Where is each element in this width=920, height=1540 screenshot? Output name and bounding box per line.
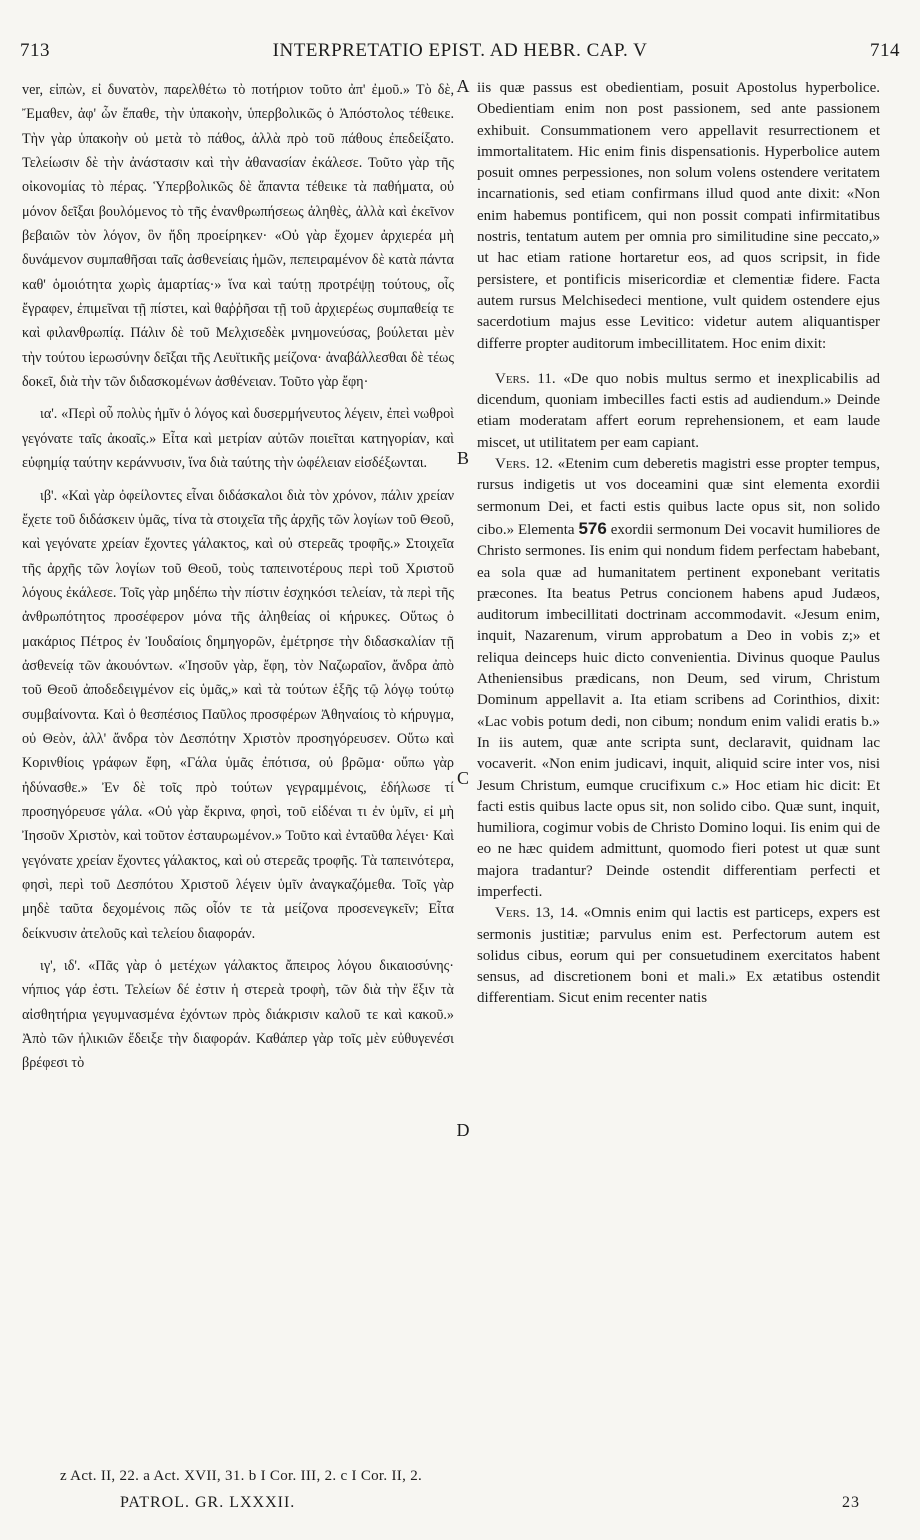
greek-paragraph: ια'. «Περὶ οὗ πολὺς ἡμῖν ὁ λόγος καὶ δυσερμήνευτος λέγειν, ἐπεὶ νωθροὶ γεγόνατε ταῖς ἀκοαῖς.» Εἶτα καὶ μετρίαν αὐτῶν ποιεῖται κατηγορίαν, καὶ εὐφημίᾳ ταύτην κεράννυσιν, ἵνα διὰ ταύτης τὴν ὠφέλειαν εἰσδέξωνται.	[22, 406, 454, 472]
page-number-left: 713	[20, 40, 50, 61]
greek-paragraph: ver, εἰπὼν, εἰ δυνατὸν, παρελθέτω τὸ ποτήριον τοῦτο ἀπ' ἐμοῦ.» Τὸ δὲ, Ἔμαθεν, ἀφ' ὧν ἔπαθε, τὴν ὑπακοὴν, ὑπερβολικῶς ὁ Ἀπόστολος τέθεικε. Τὴν γὰρ ὑπακοὴν οὐ μετὰ τὸ πάθος, ἀλλὰ πρὸ τοῦ πάθους ἐπεδείξατο. Τελείωσιν δὲ τὴν ἀνάστασιν καὶ τὴν ἀθανασίαν ἐκάλεσε. Τοῦτο γὰρ τῆς οἰκονομίας τὸ πέρας. Ὑπερβολικῶς δὲ ἅπαντα τέθεικε τὰ παθήματα, οὐ μόνον δεῖξαι βουλόμενος τὸ τῆς ἐνανθρωπήσεως ἀληθὲς, ἀλλὰ καὶ ἐκεῖνον βεβαιῶν τὸν λόγον, ὃν ἤδη προείρηκεν· «Οὐ γὰρ ἔχομεν ἀρχιερέα μὴ δυνάμενον συμπαθῆσαι ταῖς ἀσθενείαις ἡμῶν, πεπειραμένον δὲ κατὰ πάντα καθ' ὁμοιότητα χωρὶς ἁμαρτίας·» ἵνα καὶ ταύτῃ προτρέψῃ τούτους, οἷς ἔγραφεν, ἐπιμεῖναι τῇ πίστει, καὶ θαῤῥῆσαι τῇ τοῦ ἀρχιερέως συμπαθείᾳ τε καὶ φιλανθρωπίᾳ. Πάλιν δὲ τοῦ Μελχισεδὲκ μνημονεύσας, βούλεται μὲν τὴν τούτου ἱερωσύνην δεῖξαι τῆς Λευϊτικῆς μείζονα· ἀναβάλλεσθαι δὲ τέως δοκεῖ, διὰ τὴν τῶν διδασκομένων ἀσθένειαν. Τοῦτο γὰρ ἔφη·	[22, 82, 454, 391]
verse-text: «Etenim cum deberetis magistri esse propter tempus, rursus indigetis ut vos doceamini quæ sint elementa exordii sermonum Dei, et facti estis quibus lacte opus sit, non solido cibo.» Elementa	[477, 456, 880, 538]
margin-marker-d: D	[456, 1120, 470, 1140]
verse-text: exordii sermonum Dei vocavit humiliores de Christo sermones. Iis enim qui nondum fidem perfectam habebant, ea sola quæ ad humanitatem pertinent exponebant veritatis præcones. Ita beatus Petrus concionem habens apud Judæos, auditorum imbecillitati doctrinam accommodavit. «Jesum enim, inquit, Nazarenum, virum approbatum a Deo in vobis z;» et reliqua deinceps huic dicto convenientia. Divinus quoque Paulus Atheniensibus prædicans, non Deum, sed virum, Christum Dominum appellavit a. Ita etiam scribens ad Corinthios, dixit: «Lac vobis potum dedi, non cibum; nondum enim validi eratis b.» In iis autem, quæ ante scripta sunt, declaravit, quidnam lac vocaverit. «Non enim judicavi, inquit, aliquid scire inter vos, nisi Jesum Christum, eumque crucifixum c.» Hoc etiam hic dicit: Et facti estis quibus lacte opus sit, non solido cibo. Quæ sunt, inquit, humiliora, cogimur vobis de Christo Domino loqui. Iis enim qui de eo ne hæc quidem admittunt, quomodo fieri potest ut quæ sunt majora tradantur? Deinde ostendit differentiam perfecti et imperfecti.	[477, 521, 880, 900]
latin-paragraph	[477, 903, 880, 1009]
verse-text: «Omnis enim qui lactis est particeps, expers est sermonis justitiæ; parvulus enim est. Perfectorum autem est solidus cibus, eorum qui per consuetudinem exercitatos habent sensus, ad discretionem boni et mali.» Ex ætatibus ostendit differentiam. Sicut enim recenter natis	[477, 905, 880, 1007]
running-title: INTERPRETATIO EPIST. AD HEBR. CAP. V	[272, 40, 648, 61]
page-header	[20, 36, 900, 66]
verse-label: Vers. 12.	[495, 456, 554, 473]
greek-column	[22, 78, 454, 1448]
verse-label: Vers. 11.	[495, 370, 556, 387]
page-number-right: 714	[869, 40, 900, 61]
margin-marker-c: C	[456, 768, 469, 788]
margin-marker-a: A	[456, 76, 470, 96]
greek-paragraph: ιβ'. «Καὶ γὰρ ὀφείλοντες εἶναι διδάσκαλοι διὰ τὸν χρόνον, πάλιν χρείαν ἔχετε τοῦ διδάσκειν ὑμᾶς, τίνα τὰ στοιχεῖα τῆς ἀρχῆς τῶν λογίων τοῦ Θεοῦ, καὶ γεγόνατε χρείαν ἔχοντες γάλακτος, καὶ οὐ στερεᾶς τροφῆς.» Στοιχεῖα τῆς ἀρχῆς τῶν λογίων τοῦ Θεοῦ, τοὺς ταπεινοτέρους περὶ τοῦ Χριστοῦ λόγους ἐκάλεσε. Τοῖς γὰρ μηδέπω τὴν πίστιν ἐσχηκόσι τελείαν, τὰ περὶ τῆς ἀνθρωπότητος προσέφερον μόνα τῆς ἀληθείας οἱ κήρυκες. Οὕτως ὁ μακάριος Πέτρος ἐν Ἰουδαίοις δημηγορῶν, ἐμέτρησε τὴν διδασκαλίαν τῇ ἀσθενείᾳ τῶν ἀκουόντων. «Ἰησοῦν γὰρ, ἔφη, τὸν Ναζωραῖον, ἄνδρα ἀπὸ τοῦ Θεοῦ ἀποδεδειγμένον εἰς ὑμᾶς,» καὶ τὰ τούτων ἑξῆς τῷ λόγῳ τούτῳ συμβαίνοντα. Καὶ ὁ θεσπέσιος Παῦλος προσφέρων Ἀθηναίοις τὸ κήρυγμα, οὐ Θεὸν, ἀλλ' ἄνδρα τὸν Δεσπότην Χριστὸν προσηγόρευσεν. Οὕτω καὶ Κορινθίοις γράφων ἔφη, «Γάλα ὑμᾶς ἐπότισα, οὐ βρῶμα· οὔπω γὰρ ἠδύνασθε.» Ἐν δὲ τοῖς πρὸ τούτων γεγραμμένοις, ἐδήλωσε τί προσηγόρευσε γάλα. «Οὐ γὰρ ἔκρινα, φησὶ, τοῦ εἰδέναι τι ἐν ὑμῖν, εἰ μὴ Ἰησοῦν Χριστὸν, καὶ τοῦτον ἐσταυρωμένον.» Τοῦτο καὶ ἐνταῦθα λέγει· Καὶ γεγόνατε χρείαν ἔχοντες γάλακτος, καὶ οὐ στερεᾶς τροφῆς. Τὰ ταπεινότερα, φησὶ, περὶ τοῦ Δεσπότου Χριστοῦ λέγειν ὑμῖν ἀναγκαζόμεθα. Τοῖς γὰρ μηδὲ ταῦτα δεχομένοις πῶς οἷόν τε τὰ μείζονα προσενεγκεῖν; Εἶτα δείκνυσιν ἀτελοῦς καὶ τελείου διαφοράν.	[22, 487, 454, 942]
margin-marker-b: B	[456, 448, 469, 468]
latin-column	[477, 78, 880, 1448]
footnotes: z Act. II, 22. a Act. XVII, 31. b I Cor. III, 2. c I Cor. II, 2.	[60, 1468, 423, 1484]
latin-paragraph: iis quæ passus est obedientiam, posuit Apostolus hyperbolice. Obedientiam enim non post passionem, sed ante passionem exhibuit. Consummationem vero appellavit resurrectionem et immortalitatem. Hic enim finis dispensationis. Hyperbolice autem posuit omnes perpessiones, non solum volens ostendere veritatem incarnationis, sed etiam confirmans illud quod ante dixit: «Non enim habemus pontificem, qui non possit compati infirmitatibus nostris, tentatum autem per omnia pro similitudine sine peccato,» ut hac etiam ratione hortaretur eos, ad quos scripsit, in fide persistere, et pontificis misericordiæ et clementiæ fidere. Facta autem rursus Melchisedeci mentione, vult quidem ostendere ejus sacerdotium majus esse Levitico: videtur autem aliquantisper differre propter auditorum imbecillitatem. Hoc enim dixit:	[477, 80, 880, 352]
latin-paragraph	[477, 454, 880, 903]
latin-paragraph	[477, 369, 880, 454]
series-signature: PATROL. GR. LXXXII.	[120, 1494, 296, 1511]
greek-paragraph: ιγ', ιδ'. «Πᾶς γὰρ ὁ μετέχων γάλακτος ἄπειρος λόγου δικαιοσύνης· νήπιος γάρ ἐστι. Τελείων δέ ἐστιν ἡ στερεὰ τροφὴ, τῶν διὰ τὴν ἕξιν τὰ αἰσθητήρια γεγυμνασμένα ἐχόντων πρὸς διάκρισιν καλοῦ τε καὶ κακοῦ.» Ἀπὸ τῶν ἡλικιῶν ἔδειξε τὴν διαφοράν. Καθάπερ γὰρ τοῖς μὲν εὐθυγενέσι βρέφεσι τὸ	[22, 958, 454, 1072]
column-number: 576	[578, 518, 607, 538]
verse-label: Vers. 13, 14.	[495, 905, 579, 922]
verse-text: «De quo nobis multus sermo et inexplicabilis ad dicendum, quoniam imbecilles facti estis ad audiendum.» Deinde etiam moderatam affert eorum reprehensionem, et eam laude miscet, ut utilitatem per eam capiant.	[477, 370, 880, 451]
signature-number: 23	[842, 1494, 860, 1511]
page-footer	[120, 1494, 860, 1512]
